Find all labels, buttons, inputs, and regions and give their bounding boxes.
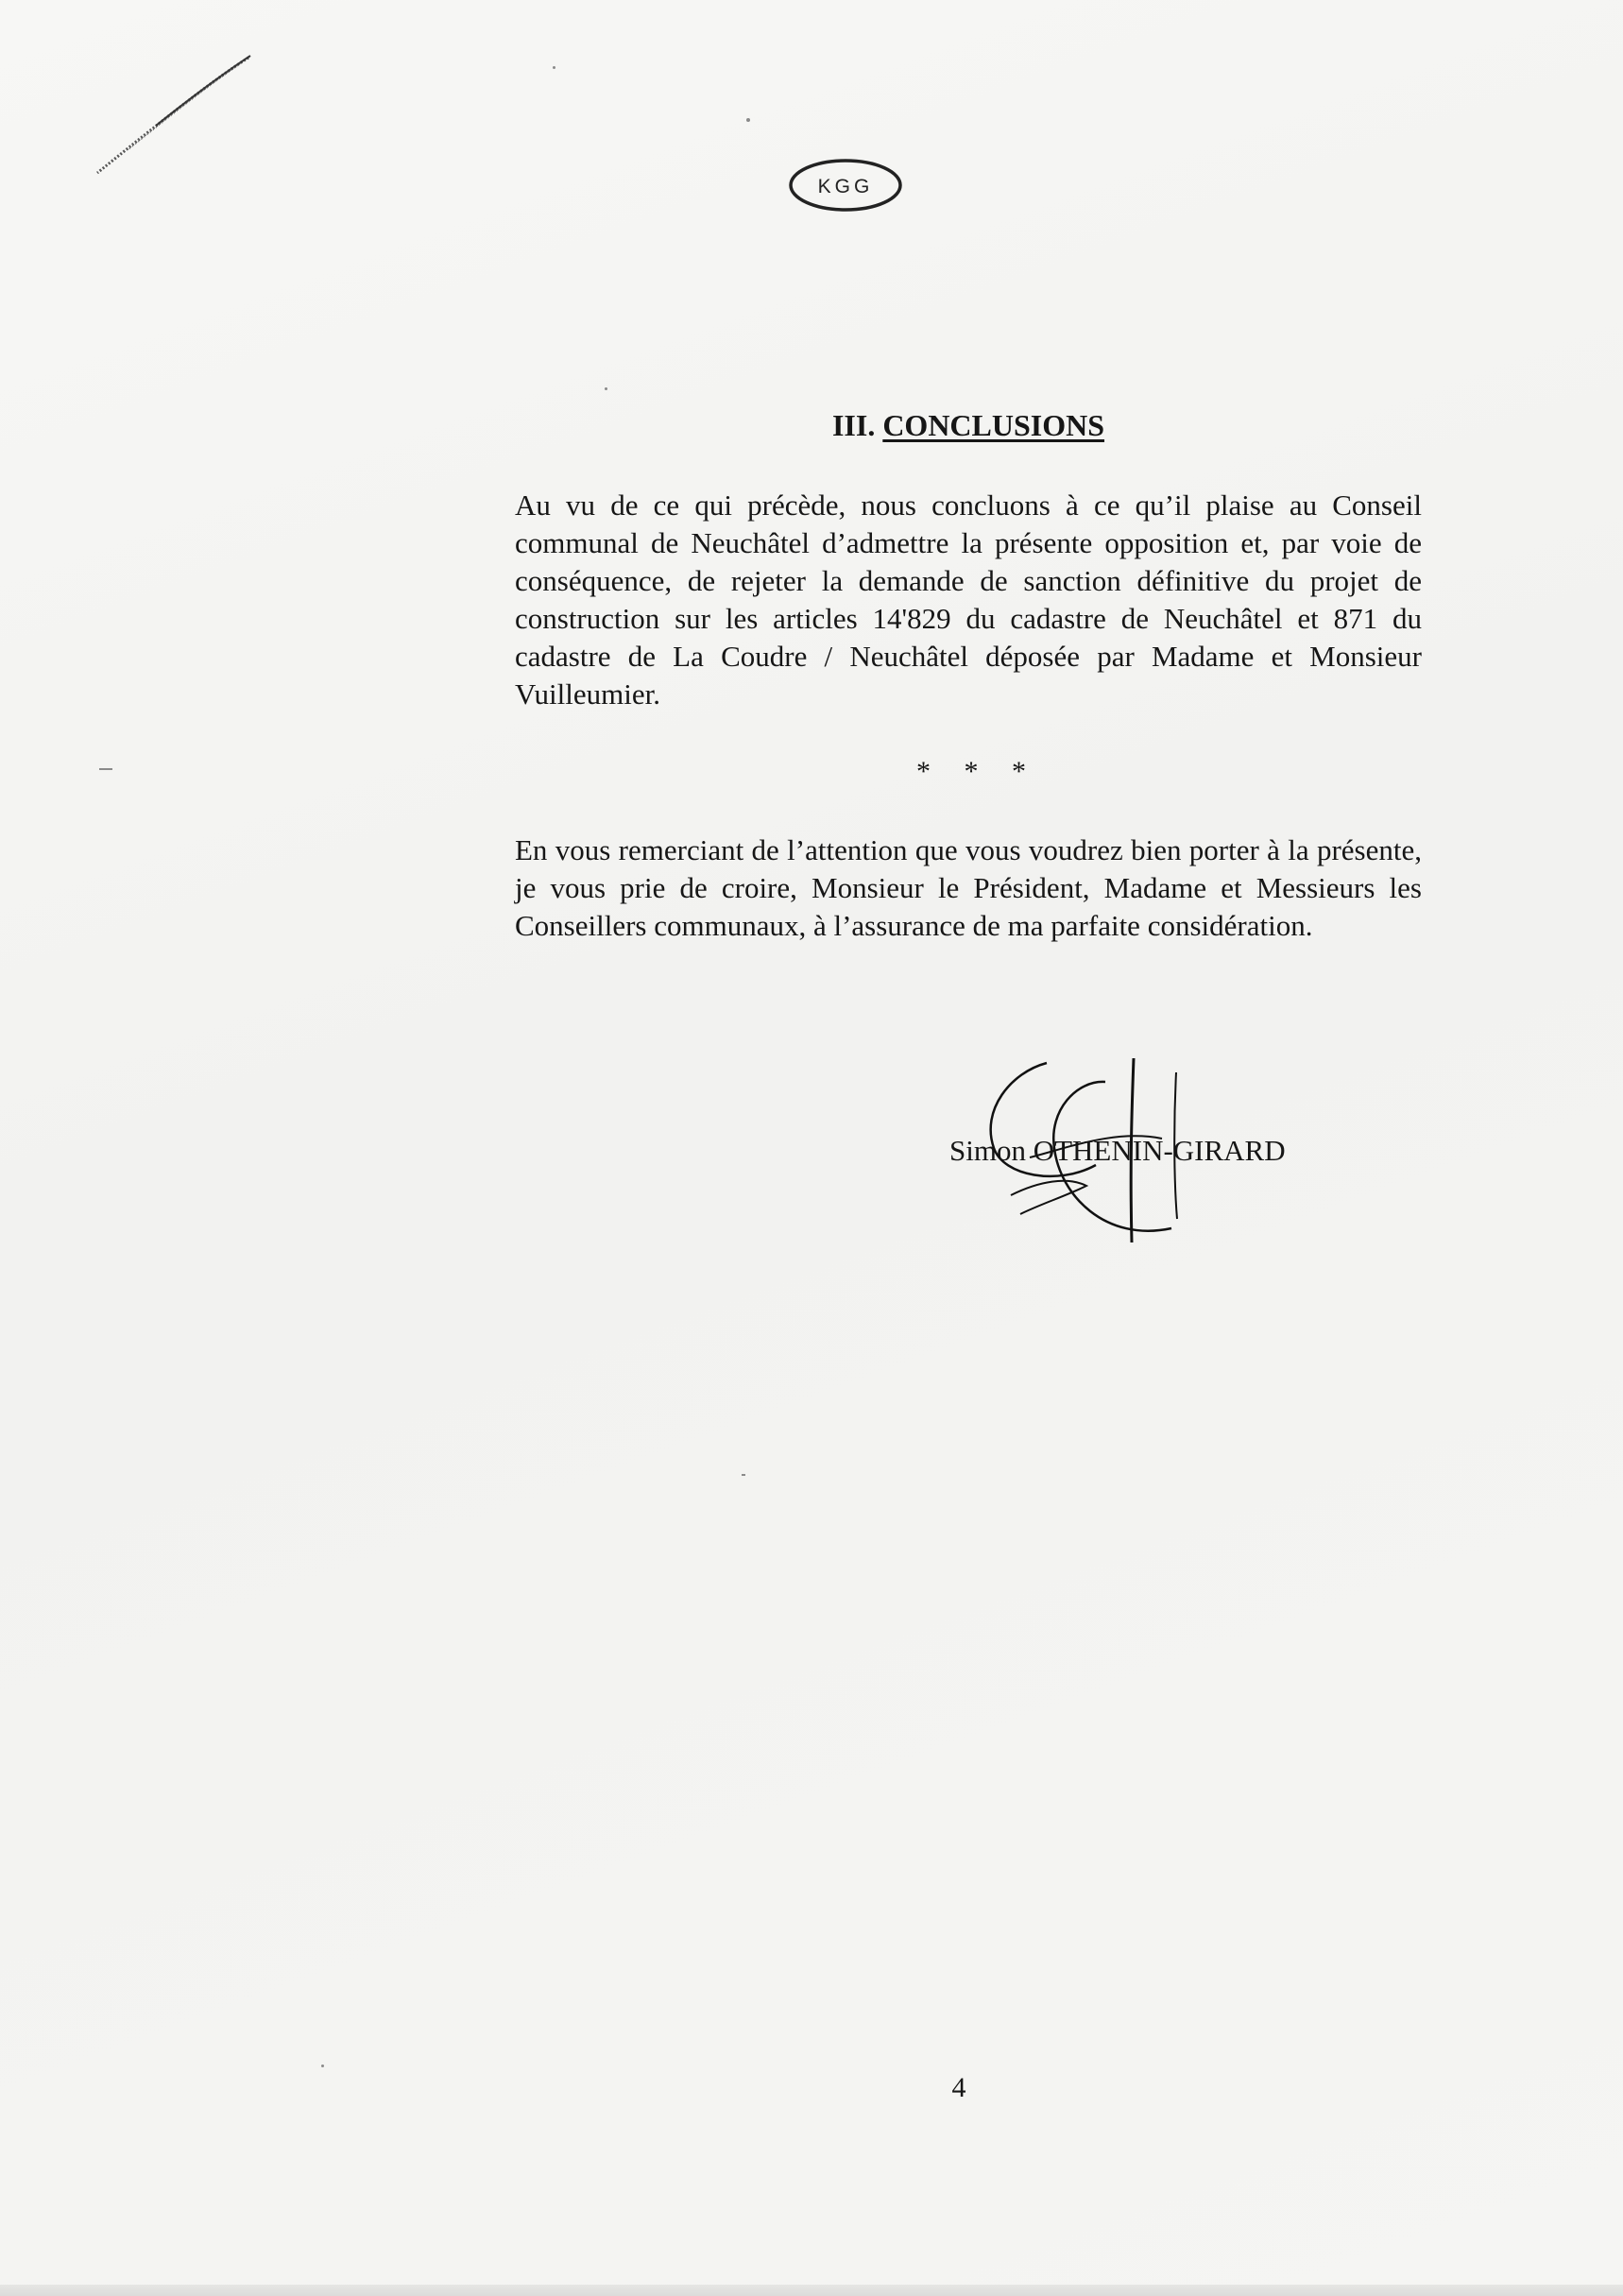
paper-speck	[746, 118, 750, 122]
separator: * * *	[916, 756, 1039, 787]
heading-number: III.	[831, 408, 876, 442]
scan-bottom-edge	[0, 2285, 1623, 2296]
signer-name: Simon OTHENIN-GIRARD	[949, 1134, 1286, 1167]
paper-speck	[742, 1474, 745, 1476]
page-number: 4	[951, 2072, 966, 2103]
conclusion-paragraph: Au vu de ce qui précède, nous concluons à ce qu’il plaise au Conseil communal de Neuchâtel d’admettre la présente opposition et, par voie de conséquence, de rejeter la demande de sanction définitive du projet de construction sur les articles 14'829 du cadastre de Neuchâtel et 871 du cadastre de La Coudre / Neuchâtel déposée par Madame et Monsieur Vuilleumier.	[515, 488, 1422, 711]
kgg-logo	[784, 153, 907, 217]
heading-title: CONCLUSIONS	[882, 408, 1105, 442]
paper-speck	[553, 66, 555, 69]
paper-speck	[605, 387, 607, 390]
closing-paragraph: En vous remerciant de l’attention que vous voudrez bien porter à la présente, je vous prie de croire, Monsieur le Président, Madame et Messieurs les Conseillers communaux, à l’assurance de ma parfaite considération.	[515, 833, 1422, 942]
paper-speck	[321, 2065, 324, 2067]
section-heading	[515, 408, 1422, 443]
paper-speck	[99, 768, 112, 770]
signature-icon	[973, 1054, 1209, 1247]
pen-stroke-icon	[90, 52, 255, 180]
logo-text: KGG	[817, 176, 874, 197]
